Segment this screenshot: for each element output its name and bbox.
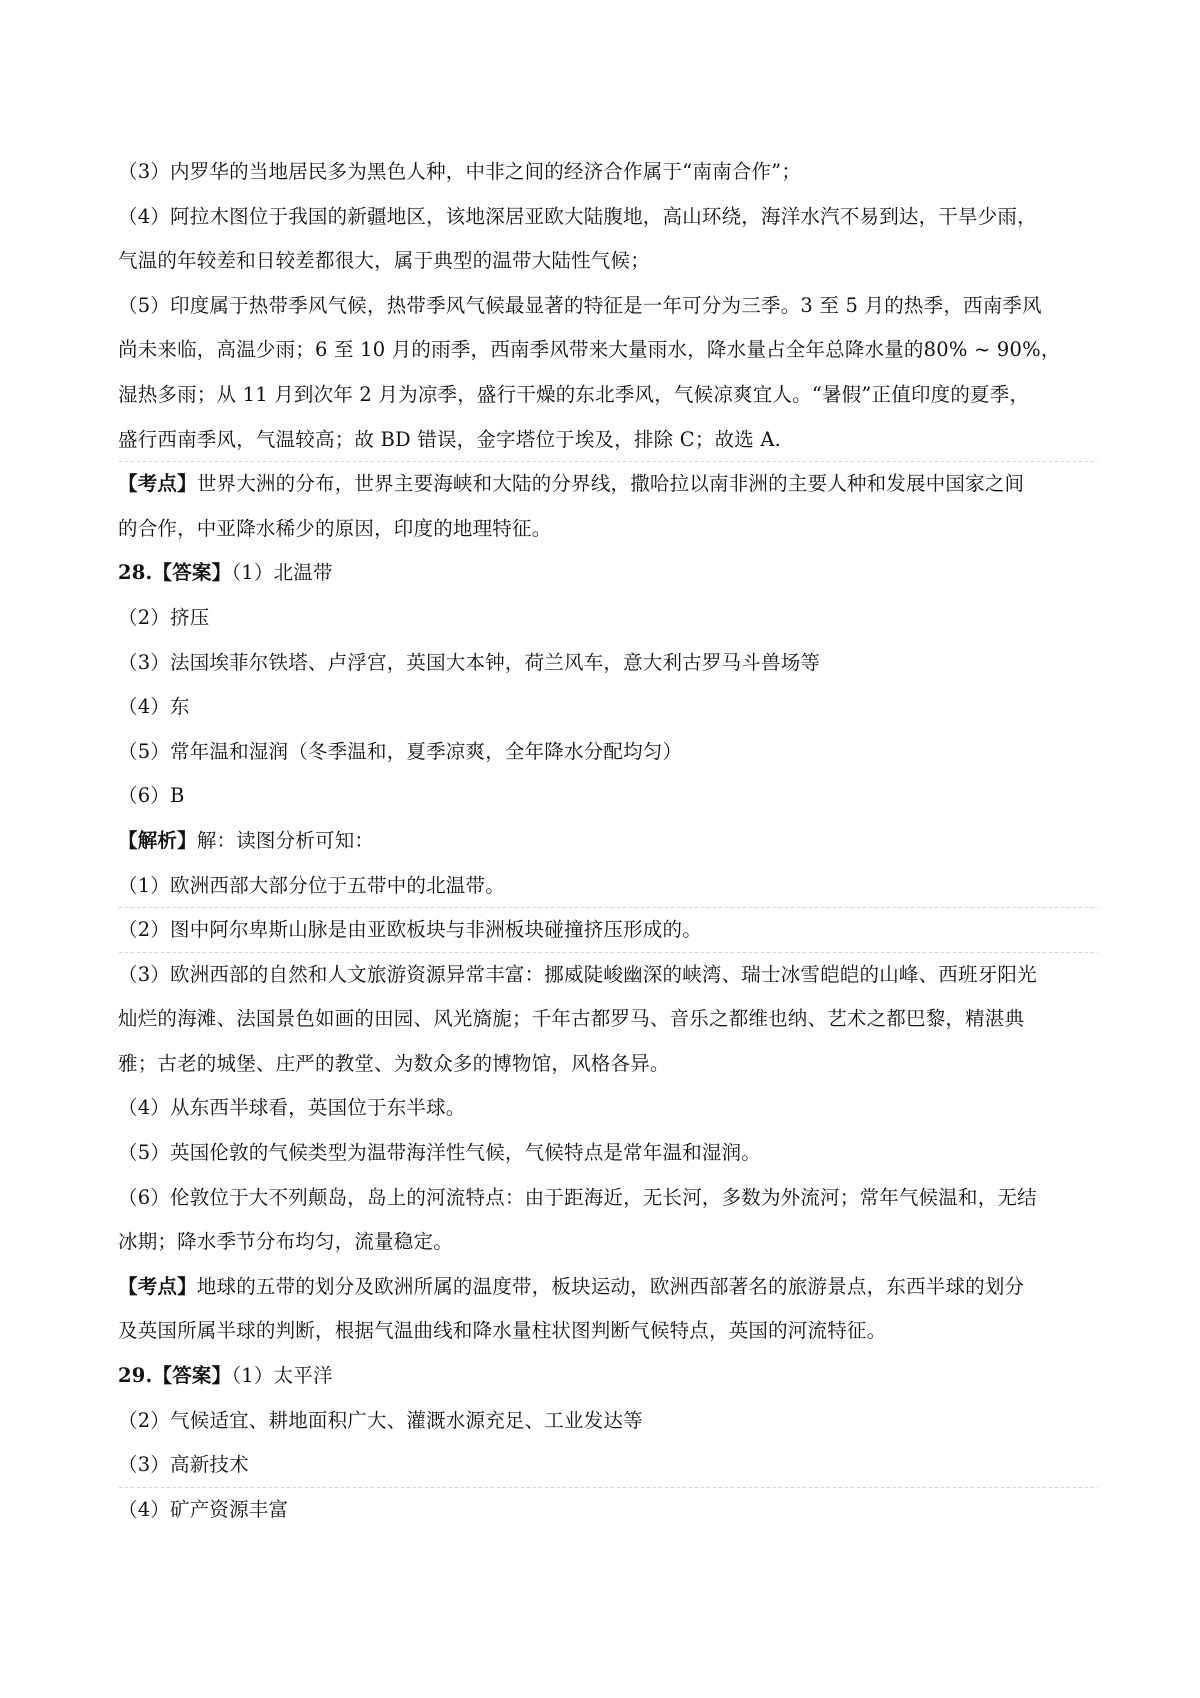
text-line: [118, 1488, 1098, 1533]
line-text: 气温的年较差和日较差都很大，属于典型的温带大陆性气候；: [118, 249, 650, 273]
text-line: [118, 1220, 1098, 1265]
line-text: （2）挤压: [118, 605, 210, 629]
line-text: 盛行西南季风，气温较高；故 BD 错误，金字塔位于埃及，排除 C；故选 A.: [118, 427, 782, 451]
line-text: （3）法国埃菲尔铁塔、卢浮宫，英国大本钟，荷兰风车，意大利古罗马斗兽场等: [118, 650, 821, 674]
text-line: [118, 1309, 1098, 1354]
text-line: [118, 150, 1098, 195]
answer-line: [118, 1354, 1098, 1399]
text-line: [118, 908, 1098, 953]
text-line: [118, 239, 1098, 284]
text-line: [118, 418, 1098, 463]
text-line: [118, 730, 1098, 775]
line-text: （3）高新技术: [118, 1453, 249, 1477]
kaodian-line: [118, 1265, 1098, 1310]
answer-label: 28.【答案】: [118, 561, 232, 585]
line-text: 尚未来临，高温少雨；6 至 10 月的雨季，西南季风带来大量雨水，降水量占全年总降水量的80% ~ 90%，: [118, 338, 1061, 362]
text-line: [118, 596, 1098, 641]
line-text: 的合作，中亚降水稀少的原因，印度的地理特征。: [118, 516, 552, 540]
kaodian-line: [118, 462, 1098, 507]
line-text: （6）B: [118, 784, 185, 808]
text-line: [118, 1131, 1098, 1176]
line-text: （3）内罗华的当地居民多为黑色人种，中非之间的经济合作属于“南南合作”；: [118, 160, 802, 183]
line-text: 湿热多雨；从 11 月到次年 2 月为凉季，盛行干燥的东北季风，气候凉爽宜人。“暑假”正值印度的夏季，: [118, 382, 1030, 406]
jiexi-line: [118, 819, 1098, 864]
answer-label: 29.【答案】: [118, 1364, 232, 1388]
text-line: [118, 1042, 1098, 1087]
text-line: [118, 685, 1098, 730]
text-line: [118, 507, 1098, 552]
line-text: 地球的五带的划分及欧洲所属的温度带，板块运动，欧洲西部著名的旅游景点，东西半球的划分: [196, 1274, 1025, 1298]
text-line: [118, 1399, 1098, 1444]
text-line: [118, 864, 1098, 909]
text-line: [118, 195, 1098, 240]
line-text: 世界大洲的分布，世界主要海峡和大陆的分界线，撒哈拉以南非洲的主要人种和发展中国家之间: [196, 472, 1025, 496]
text-line: [118, 774, 1098, 819]
line-text: （4）矿产资源丰富: [118, 1497, 289, 1521]
line-text: （4）从东西半球看，英国位于东半球。: [118, 1096, 466, 1120]
text-line: [118, 328, 1098, 373]
line-text: （2）气候适宜、耕地面积广大、灌溉水源充足、工业发达等: [118, 1408, 643, 1432]
line-text: （1）太平洋: [231, 1364, 333, 1388]
kaodian-label: 【考点】: [118, 472, 197, 496]
line-text: 雅；古老的城堡、庄严的教堂、为数众多的博物馆，风格各异。: [118, 1051, 670, 1075]
text-line: [118, 1086, 1098, 1131]
line-text: （4）阿拉木图位于我国的新疆地区，该地深居亚欧大陆腹地，高山环绕，海洋水汽不易到达，干旱少雨，: [118, 204, 1037, 228]
line-text: 解：读图分析可知：: [196, 828, 375, 852]
answer-line: [118, 551, 1098, 596]
line-text: （5）常年温和湿润（冬季温和，夏季凉爽，全年降水分配均匀）: [118, 739, 683, 763]
line-text: （1）北温带: [231, 561, 333, 585]
line-text: （6）伦敦位于大不列颠岛，岛上的河流特点：由于距海近，无长河，多数为外流河；常年气候温和，无结: [118, 1185, 1037, 1209]
text-line: [118, 1176, 1098, 1221]
line-text: （1）欧洲西部大部分位于五带中的北温带。: [118, 873, 505, 897]
text-line: [118, 1443, 1098, 1488]
line-text: （2）图中阿尔卑斯山脉是由亚欧板块与非洲板块碰撞挤压形成的。: [118, 918, 702, 942]
answer-sheet-page: [118, 150, 1098, 1532]
line-text: （5）英国伦敦的气候类型为温带海洋性气候，气候特点是常年温和湿润。: [118, 1141, 762, 1165]
text-line: [118, 953, 1098, 998]
line-text: （3）欧洲西部的自然和人文旅游资源异常丰富：挪威陡峻幽深的峡湾、瑞士冰雪皑皑的山峰、西班牙阳光: [118, 962, 1037, 986]
text-line: [118, 997, 1098, 1042]
text-line: [118, 373, 1098, 418]
line-text: （4）东: [118, 695, 190, 719]
line-text: 及英国所属半球的判断，根据气温曲线和降水量柱状图判断气候特点，英国的河流特征。: [118, 1319, 887, 1343]
text-line: [118, 284, 1098, 329]
text-line: [118, 641, 1098, 686]
kaodian-label: 【考点】: [118, 1274, 197, 1298]
jiexi-label: 【解析】: [118, 828, 197, 852]
line-text: （5）印度属于热带季风气候，热带季风气候最显著的特征是一年可分为三季。3 至 5 月的热季，西南季风: [118, 293, 1042, 317]
line-text: 冰期；降水季节分布均匀，流量稳定。: [118, 1230, 453, 1254]
line-text: 灿烂的海滩、法国景色如画的田园、风光旖旎；千年古都罗马、音乐之都维也纳、艺术之都巴黎，精湛典: [118, 1007, 1025, 1031]
